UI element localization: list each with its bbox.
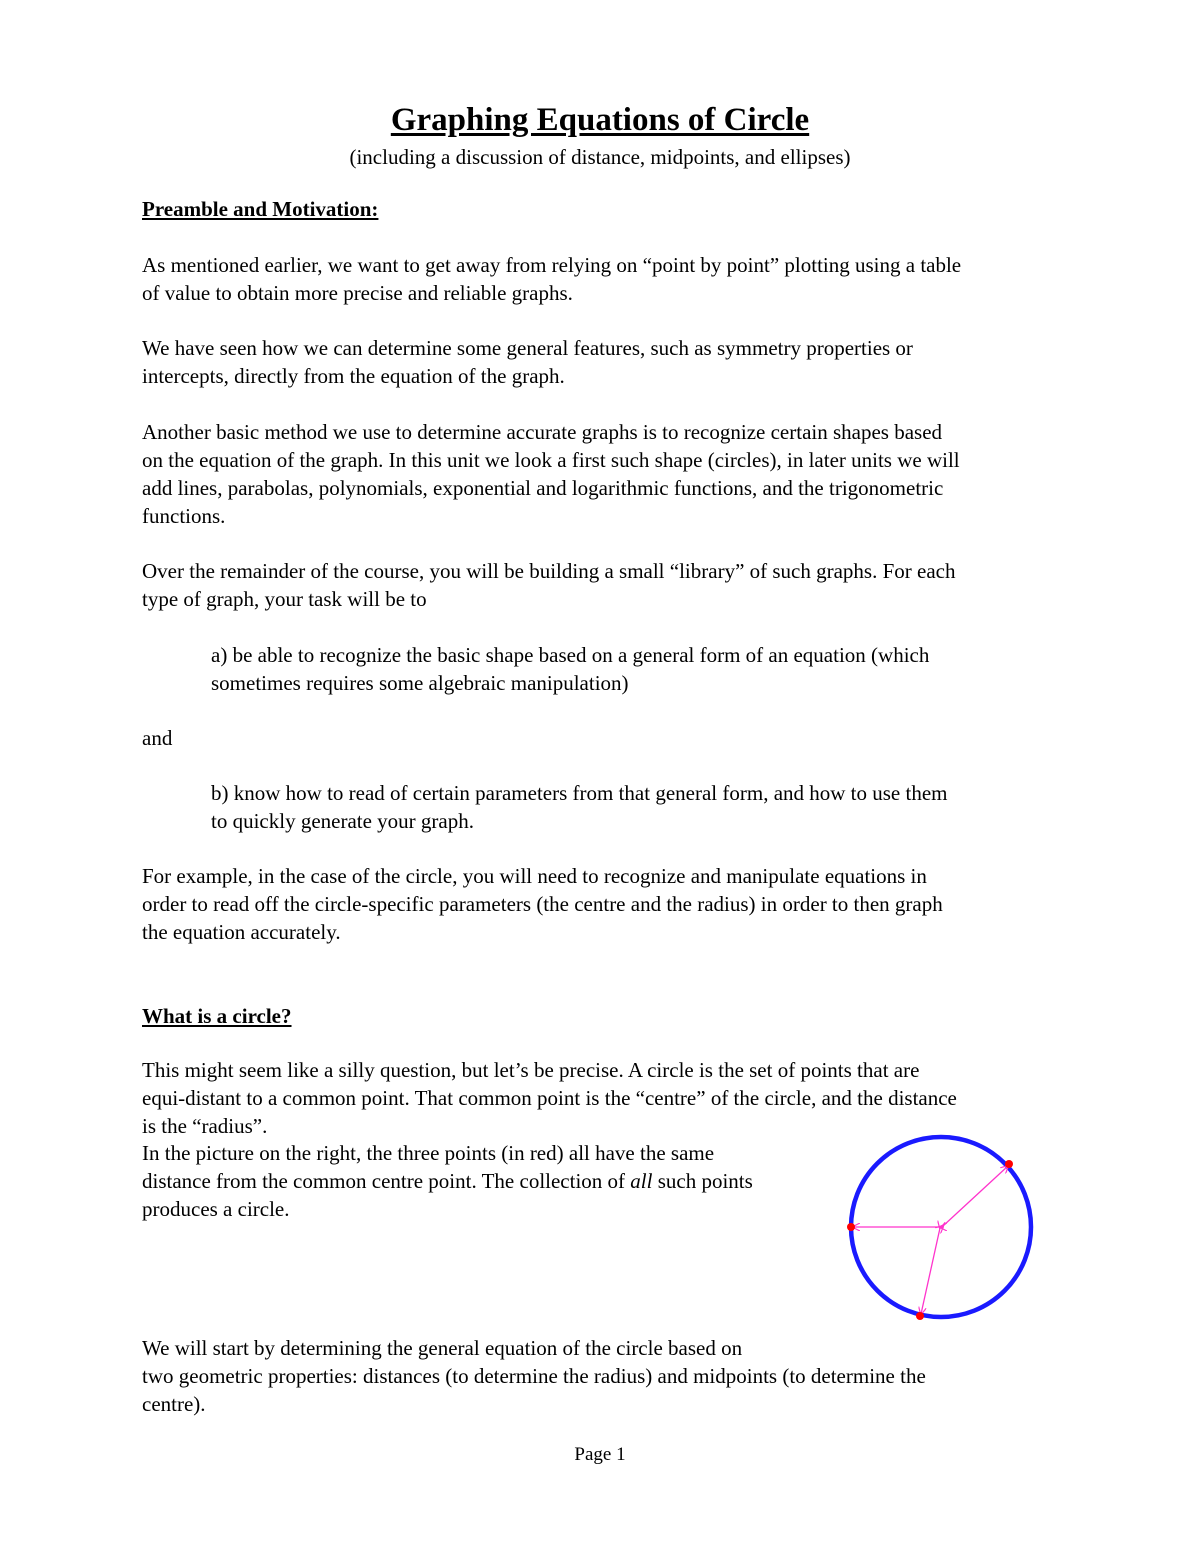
- text-line: functions.: [142, 504, 226, 528]
- text-line: b) know how to read of certain parameters from that general form, and how to use them: [211, 781, 948, 805]
- text-line: order to read off the circle-specific parameters (the centre and the radius) in order to then graph: [142, 892, 943, 916]
- text-line: two geometric properties: distances (to determine the radius) and midpoints (to determine the: [142, 1364, 926, 1388]
- text-line: a) be able to recognize the basic shape based on a general form of an equation (which: [211, 643, 930, 667]
- text-line: the equation accurately.: [142, 920, 341, 944]
- text-line: sometimes requires some algebraic manipulation): [211, 671, 629, 695]
- text-segment: such points: [652, 1169, 753, 1193]
- text-line: is the “radius”.: [142, 1114, 268, 1138]
- document-subtitle: (including a discussion of distance, midpoints, and ellipses): [349, 145, 851, 169]
- text-line: [142, 1167, 832, 1195]
- paragraph-next-steps: [142, 1334, 1062, 1418]
- section-heading-preamble: Preamble and Motivation:: [142, 197, 379, 221]
- text-line: We have seen how we can determine some general features, such as symmetry properties or: [142, 336, 913, 360]
- text-line: produces a circle.: [142, 1197, 290, 1221]
- red-point-upper-right: [1005, 1160, 1013, 1168]
- red-point-left: [847, 1223, 855, 1231]
- paragraph-example: [142, 862, 1062, 946]
- radius-arrow-upper-right: [943, 1166, 1008, 1226]
- text-line: In the picture on the right, the three points (in red) all have the same: [142, 1141, 715, 1165]
- text-line: to quickly generate your graph.: [211, 809, 474, 833]
- document-title: Graphing Equations of Circle: [390, 102, 810, 138]
- text-line: type of graph, your task will be to: [142, 587, 427, 611]
- centre-point: [940, 1225, 944, 1229]
- text-line: Over the remainder of the course, you will be building a small “library” of such graphs. For each: [142, 559, 956, 583]
- paragraph-general-features: [142, 334, 1062, 390]
- text-segment: distance from the common centre point. The collection of: [142, 1169, 631, 1193]
- paragraph-point-by-point: [142, 251, 1062, 307]
- emphasis-all: all: [630, 1169, 653, 1193]
- text-line: As mentioned earlier, we want to get away from relying on “point by point” plotting using a table: [142, 253, 962, 277]
- paragraph-picture-description: [142, 1139, 832, 1223]
- text-line: This might seem like a silly question, but let’s be precise. A circle is the set of points that are: [142, 1058, 920, 1082]
- page-number: Page 1: [574, 1444, 626, 1465]
- text-line: on the equation of the graph. In this unit we look a first such shape (circles), in later units we will: [142, 448, 960, 472]
- text-line: We will start by determining the general equation of the circle based on: [142, 1336, 743, 1360]
- section-heading-what-is-circle: What is a circle?: [142, 1004, 292, 1028]
- text-line: equi-distant to a common point. That common point is the “centre” of the circle, and the distance: [142, 1086, 957, 1110]
- text-line: Another basic method we use to determine accurate graphs is to recognize certain shapes based: [142, 420, 943, 444]
- list-item-a: [211, 641, 1061, 697]
- red-point-bottom: [916, 1312, 924, 1320]
- text-line: centre).: [142, 1392, 206, 1416]
- paragraph-circle-definition: [142, 1056, 1062, 1140]
- text-line: intercepts, directly from the equation of the graph.: [142, 364, 565, 388]
- text-line: add lines, parabolas, polynomials, exponential and logarithmic functions, and the trigonometric: [142, 476, 944, 500]
- paragraph-library: [142, 557, 1062, 613]
- text-line: of value to obtain more precise and reliable graphs.: [142, 281, 573, 305]
- paragraph-basic-method: [142, 418, 1062, 530]
- list-item-b: [211, 779, 1061, 835]
- text-line: For example, in the case of the circle, you will need to recognize and manipulate equations in: [142, 864, 927, 888]
- and-text: and: [142, 726, 173, 750]
- circle-diagram: [844, 1132, 1040, 1324]
- radius-arrow-bottom: [921, 1228, 940, 1314]
